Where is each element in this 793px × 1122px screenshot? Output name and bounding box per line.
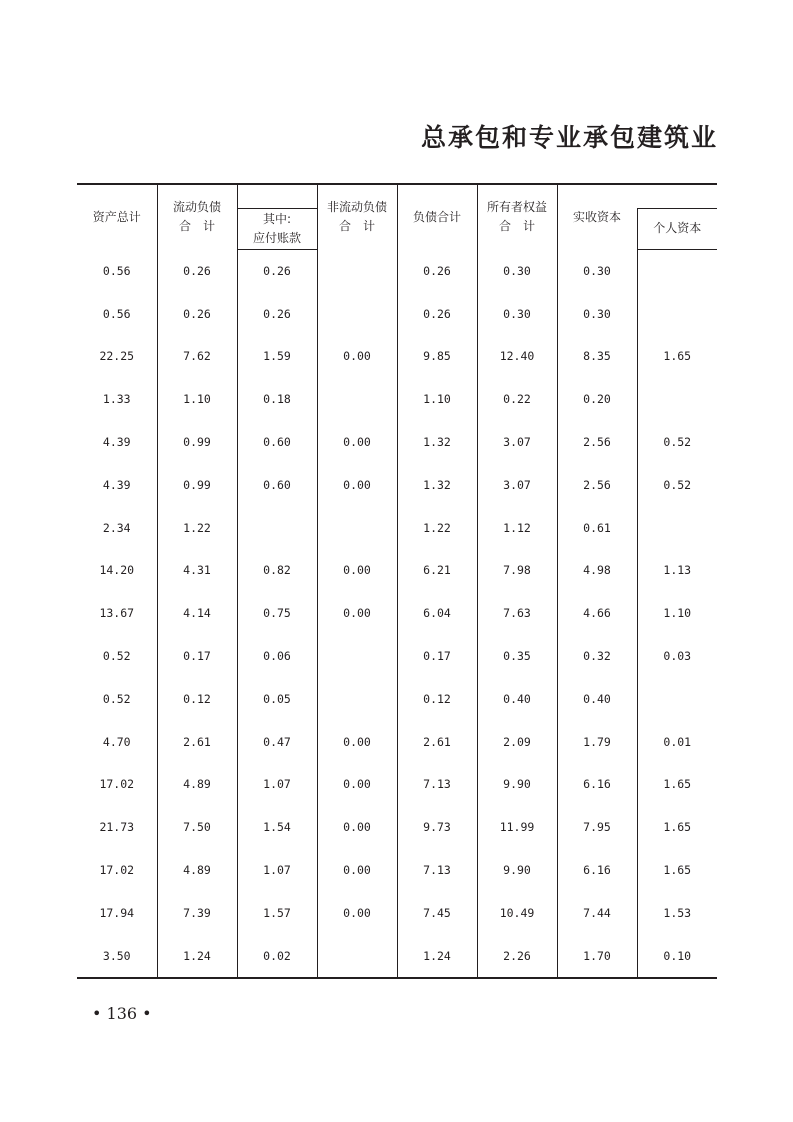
table-row bbox=[77, 335, 717, 378]
table-cell: 0.32 bbox=[557, 635, 637, 678]
table-cell: 13.67 bbox=[99, 606, 135, 621]
table-cell: 0.56 bbox=[102, 306, 131, 321]
table-cell: 0.12 bbox=[397, 677, 477, 720]
table-cell bbox=[637, 292, 717, 335]
table-cell: 0.00 bbox=[317, 849, 397, 892]
table-cell: 0.26 bbox=[157, 292, 237, 335]
table-cell bbox=[317, 249, 397, 292]
table-cell: 0.12 bbox=[157, 677, 237, 720]
table-cell: 0.52 bbox=[637, 463, 717, 506]
table-row bbox=[77, 506, 717, 549]
table-cell: 2.61 bbox=[397, 720, 477, 763]
table-cell: 2.61 bbox=[157, 720, 237, 763]
header-paid-in-capital: 实收资本 bbox=[557, 184, 637, 249]
table-cell: 6.16 bbox=[557, 849, 637, 892]
table-cell: 7.13 bbox=[397, 763, 477, 806]
table-row bbox=[77, 635, 717, 678]
table-cell: 0.26 bbox=[397, 292, 477, 335]
table-cell: 10.49 bbox=[477, 891, 557, 934]
table-cell: 2.56 bbox=[557, 463, 637, 506]
table-cell: 0.02 bbox=[237, 934, 317, 978]
table-cell: 2.26 bbox=[477, 934, 557, 978]
table-cell: 7.62 bbox=[157, 335, 237, 378]
table-cell: 0.40 bbox=[477, 677, 557, 720]
table-cell: 1.10 bbox=[397, 378, 477, 421]
table-cell: 1.54 bbox=[237, 806, 317, 849]
table-cell: 0.30 bbox=[477, 292, 557, 335]
table-cell: 4.14 bbox=[157, 592, 237, 635]
table-cell: 9.90 bbox=[477, 763, 557, 806]
table-cell: 1.07 bbox=[237, 763, 317, 806]
table-cell: 0.99 bbox=[157, 421, 237, 464]
header-total-assets: 资产总计 bbox=[77, 184, 157, 249]
table-cell: 0.20 bbox=[557, 378, 637, 421]
table-cell: 6.16 bbox=[557, 763, 637, 806]
table-cell: 0.26 bbox=[397, 249, 477, 292]
table-cell: 6.04 bbox=[397, 592, 477, 635]
table-cell: 4.70 bbox=[102, 734, 131, 749]
table-cell: 0.35 bbox=[477, 635, 557, 678]
table-cell: 7.98 bbox=[477, 549, 557, 592]
table-cell: 7.63 bbox=[477, 592, 557, 635]
table-cell: 0.00 bbox=[317, 806, 397, 849]
table-cell: 7.39 bbox=[157, 891, 237, 934]
table-row bbox=[77, 592, 717, 635]
table-cell: 1.79 bbox=[557, 720, 637, 763]
table-row bbox=[77, 549, 717, 592]
table-cell: 2.09 bbox=[477, 720, 557, 763]
table-cell: 9.73 bbox=[397, 806, 477, 849]
table-cell: 0.30 bbox=[557, 249, 637, 292]
table-cell: 0.00 bbox=[317, 763, 397, 806]
table-cell: 4.66 bbox=[557, 592, 637, 635]
table-body bbox=[77, 249, 717, 978]
table-cell: 1.65 bbox=[637, 849, 717, 892]
table-cell bbox=[317, 934, 397, 978]
table-row bbox=[77, 934, 717, 978]
table-cell: 4.89 bbox=[157, 849, 237, 892]
table-cell: 7.44 bbox=[557, 891, 637, 934]
table-cell: 14.20 bbox=[99, 563, 135, 578]
table-cell bbox=[317, 378, 397, 421]
table-cell: 0.82 bbox=[237, 549, 317, 592]
table-cell: 1.65 bbox=[637, 806, 717, 849]
table-cell: 3.50 bbox=[77, 934, 157, 978]
table-cell bbox=[317, 292, 397, 335]
table-cell: 0.06 bbox=[237, 635, 317, 678]
table-cell: 9.90 bbox=[477, 849, 557, 892]
table-row bbox=[77, 720, 717, 763]
table-cell: 3.07 bbox=[477, 421, 557, 464]
header-owners-equity: 所有者权益 合 计 bbox=[477, 184, 557, 249]
table-cell: 0.00 bbox=[317, 549, 397, 592]
table-cell: 17.02 bbox=[99, 777, 135, 792]
table-cell: 0.52 bbox=[102, 691, 131, 706]
table-cell: 1.65 bbox=[637, 763, 717, 806]
table-cell: 0.10 bbox=[637, 934, 717, 978]
table-cell: 1.13 bbox=[637, 549, 717, 592]
table-cell bbox=[317, 635, 397, 678]
table-cell: 12.40 bbox=[477, 335, 557, 378]
table-cell: 1.24 bbox=[397, 934, 477, 978]
table-cell: 1.32 bbox=[397, 463, 477, 506]
table-cell: 0.17 bbox=[157, 635, 237, 678]
table-cell: 0.00 bbox=[317, 592, 397, 635]
table-cell: 0.17 bbox=[397, 635, 477, 678]
table-cell: 1.33 bbox=[102, 392, 131, 407]
table-cell: 2.56 bbox=[557, 421, 637, 464]
table-cell: 0.52 bbox=[637, 421, 717, 464]
table-cell: 9.85 bbox=[397, 335, 477, 378]
table-cell: 1.22 bbox=[397, 506, 477, 549]
table-cell: 1.59 bbox=[237, 335, 317, 378]
table-cell: 0.03 bbox=[637, 635, 717, 678]
table-row bbox=[77, 891, 717, 934]
table-cell: 1.53 bbox=[637, 891, 717, 934]
table-cell: 11.99 bbox=[477, 806, 557, 849]
table-cell: 7.45 bbox=[397, 891, 477, 934]
table-row bbox=[77, 849, 717, 892]
table-cell: 0.01 bbox=[637, 720, 717, 763]
table-cell: 1.22 bbox=[157, 506, 237, 549]
table-cell: 1.12 bbox=[477, 506, 557, 549]
table-cell: 6.21 bbox=[397, 549, 477, 592]
table-cell: 4.89 bbox=[157, 763, 237, 806]
table-cell: 0.26 bbox=[237, 249, 317, 292]
table-cell bbox=[317, 506, 397, 549]
header-personal-capital: 个人资本 bbox=[637, 208, 717, 249]
header-current-liabilities: 流动负债 合 计 bbox=[157, 184, 237, 249]
table-cell: 8.35 bbox=[557, 335, 637, 378]
table-row bbox=[77, 378, 717, 421]
header-noncurrent-liabilities: 非流动负债 合 计 bbox=[317, 184, 397, 249]
table-cell: 1.10 bbox=[637, 592, 717, 635]
table-cell: 0.47 bbox=[237, 720, 317, 763]
table-cell: 0.00 bbox=[317, 463, 397, 506]
table-row bbox=[77, 677, 717, 720]
table-cell: 0.00 bbox=[317, 421, 397, 464]
table-cell: 0.26 bbox=[157, 249, 237, 292]
table-cell bbox=[637, 249, 717, 292]
table-cell: 4.39 bbox=[102, 477, 131, 492]
table-cell: 0.40 bbox=[557, 677, 637, 720]
table-cell: 1.24 bbox=[157, 934, 237, 978]
table-cell: 1.32 bbox=[397, 421, 477, 464]
table-cell: 0.22 bbox=[477, 378, 557, 421]
table-cell: 7.95 bbox=[557, 806, 637, 849]
header-payables-spacer bbox=[237, 184, 317, 208]
table-cell: 21.73 bbox=[99, 820, 135, 835]
table-cell: 17.94 bbox=[99, 905, 135, 920]
table-cell: 7.13 bbox=[397, 849, 477, 892]
table-cell: 0.26 bbox=[237, 292, 317, 335]
table-cell: 0.00 bbox=[317, 335, 397, 378]
header-personal-spacer bbox=[637, 184, 717, 208]
table-row bbox=[77, 806, 717, 849]
table-cell: 0.56 bbox=[102, 263, 131, 278]
table-cell: 17.02 bbox=[99, 863, 135, 878]
table-cell: 1.65 bbox=[637, 335, 717, 378]
table-cell: 0.00 bbox=[317, 891, 397, 934]
table-row bbox=[77, 763, 717, 806]
table-cell: 4.31 bbox=[157, 549, 237, 592]
table-cell: 4.39 bbox=[102, 435, 131, 450]
header-accounts-payable: 其中: 应付账款 bbox=[237, 208, 317, 249]
table-row bbox=[77, 292, 717, 335]
table-cell: 0.61 bbox=[557, 506, 637, 549]
table-cell: 2.34 bbox=[102, 520, 131, 535]
header-total-liabilities: 负债合计 bbox=[397, 184, 477, 249]
table-cell: 0.00 bbox=[317, 720, 397, 763]
table-cell bbox=[637, 506, 717, 549]
table-cell: 1.07 bbox=[237, 849, 317, 892]
table-row bbox=[77, 421, 717, 464]
data-table bbox=[77, 183, 717, 979]
table-cell: 1.57 bbox=[237, 891, 317, 934]
table-cell: 3.07 bbox=[477, 463, 557, 506]
table-cell: 0.18 bbox=[237, 378, 317, 421]
table-cell bbox=[637, 677, 717, 720]
table-cell: 0.60 bbox=[237, 463, 317, 506]
table-row bbox=[77, 249, 717, 292]
table-cell: 0.99 bbox=[157, 463, 237, 506]
table-cell: 22.25 bbox=[99, 349, 135, 364]
page-title: 总承包和专业承包建筑业 bbox=[420, 123, 718, 152]
table-cell: 1.70 bbox=[557, 934, 637, 978]
table-cell: 0.30 bbox=[557, 292, 637, 335]
table-cell bbox=[317, 677, 397, 720]
table-cell: 0.52 bbox=[102, 649, 131, 664]
table-cell: 1.10 bbox=[157, 378, 237, 421]
table-cell: 4.98 bbox=[557, 549, 637, 592]
table-cell: 0.75 bbox=[237, 592, 317, 635]
table-row bbox=[77, 463, 717, 506]
table-cell: 0.30 bbox=[477, 249, 557, 292]
table-cell: 0.05 bbox=[237, 677, 317, 720]
table-cell: 0.60 bbox=[237, 421, 317, 464]
table-cell bbox=[637, 378, 717, 421]
table-cell: 7.50 bbox=[157, 806, 237, 849]
table-cell bbox=[237, 506, 317, 549]
page-number: • 136 • bbox=[92, 1004, 152, 1023]
